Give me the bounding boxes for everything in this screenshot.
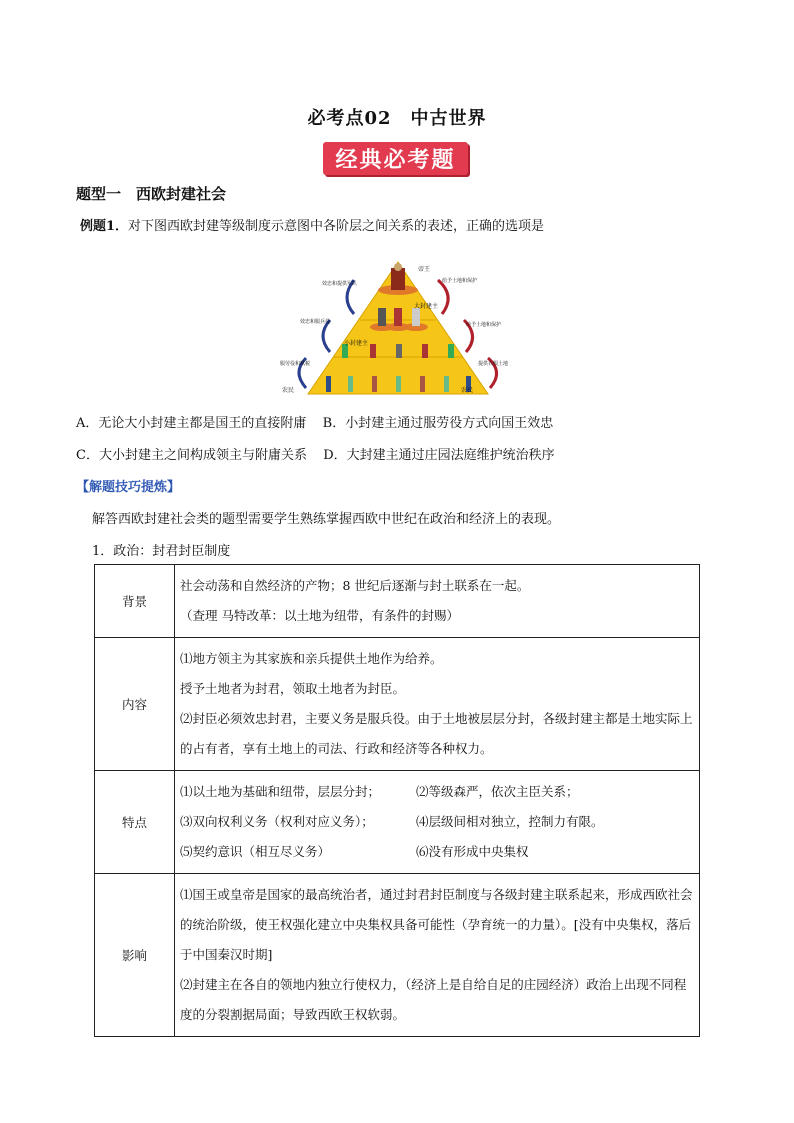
feature-pair [180,807,695,837]
row-label: 影响 [95,874,175,1037]
question-text: 对下图西欧封建等级制度示意图中各阶层之间关系的表述，正确的选项是 [128,219,545,234]
row-content [175,874,700,1037]
feudal-system-table [94,564,700,1037]
pyramid-right-note: 给予土地和保护 [442,278,478,284]
vassal-figure [448,344,454,358]
feature-item: ⑷层级间相对独立，控制力有限。 [416,814,604,829]
peasant-figure [420,376,425,392]
vassal-figure [422,344,428,358]
option-b[interactable]: B．小封建主通过服劳役方式向国王效忠 [322,416,554,431]
table-row [95,874,700,1037]
table-row [95,771,700,874]
row-line: ⑴国王或皇帝是国家的最高统治者，通过封君封臣制度与各级封建主联系起来，形成西欧社会的统治阶级，使王权强化建立中央集权具备可能性（孕育统一的力量）。[没有中央集权，落后于中国秦汉时期] [180,887,693,962]
vassal-figure [370,344,376,358]
feature-item: ⑸契约意识（相互尽义务） [180,844,331,859]
pyramid-level-label: 小封建主 [344,340,369,347]
feature-item: ⑴以土地为基础和纽带，层层分封； [180,784,381,799]
question-stem [80,215,544,234]
pyramid-left-note: 效忠和服兵役 [300,319,331,325]
peasant-figure [372,376,377,392]
row-line: ⑴地方领主为其家族和亲兵提供土地作为给养。 [180,651,443,666]
peasant-figure [396,376,401,392]
row-line: ⑵封臣必须效忠封君，主要义务是服兵役。由于土地被层层分封，各级封建主都是土地实际上的占有者，享有土地上的司法、行政和经济等各种权力。 [180,711,693,756]
option-a[interactable]: A．无论大小封建主都是国王的直接附庸 [76,416,307,431]
peasant-figure [348,376,353,392]
row-content [175,771,700,874]
feature-pair [180,777,695,807]
politics-subheading: 1．政治：封君封臣制度 [92,544,231,559]
question-label: 例题1． [80,219,129,234]
banner-classic-questions: 经典必考题 [323,142,468,175]
feature-item: ⑵等级森严，依次主臣关系； [416,784,579,799]
row-line: 社会动荡和自然经济的产物；8 世纪后逐渐与封土联系在一起。 [180,578,530,593]
page-title: 必考点02 中古世界 [307,108,487,129]
table-row [95,565,700,638]
row-content [175,638,700,771]
row-label: 内容 [95,638,175,771]
feudal-hierarchy-pyramid [278,260,518,396]
pyramid-level-label: 大封建主 [414,303,439,310]
lord-figure [394,308,402,326]
lord-figure [378,308,386,326]
row-line: 授予土地者为封君，领取土地者为封臣。 [180,681,406,696]
pyramid-left-note: 效忠和提供军队 [322,281,358,287]
pyramid-level-label: 帝王 [418,266,431,273]
feature-item: ⑹没有形成中央集权 [416,844,529,859]
option-c[interactable]: C．大小封建主之间构成领主与附庸关系 [76,448,307,463]
row-line: （查理 马特改革：以土地为纽带，有条件的封赐） [180,608,459,623]
table-row [95,638,700,771]
row-line: ⑵封建主在各自的领地内独立行使权力，（经济上是自给自足的庄园经济）政治上出现不同程度的分裂割据局面；导致西欧王权软弱。 [180,977,687,1022]
peasant-figure [444,376,449,392]
pyramid-left-note: 服劳役和赋税 [280,361,311,367]
feature-pair [180,837,695,867]
pyramid-level-label: 农民 [461,387,474,394]
row-content [175,565,700,638]
king-figure [391,268,405,290]
king-head [394,263,402,271]
feature-item: ⑶双向权利义务（权利对应义务）； [180,814,374,829]
pyramid-level-label: 农民 [282,387,295,394]
options-row-1 [76,412,553,431]
options-row-2 [76,444,555,463]
lord-figure [412,308,420,326]
peasant-figure [326,376,331,392]
vassal-figure [396,344,402,358]
row-label: 背景 [95,565,175,638]
option-d[interactable]: D．大封建主通过庄园法庭维护统治秩序 [323,448,555,463]
row-label: 特点 [95,771,175,874]
tips-heading: 【解题技巧提炼】 [76,480,181,495]
tips-paragraph: 解答西欧封建社会类的题型需要学生熟练掌握西欧中世纪在政治和经济上的表现。 [92,512,561,527]
pyramid-right-note: 给予土地和保护 [466,322,502,328]
right-arrow [438,280,448,314]
pyramid-right-note: 提供衣服土地 [478,361,509,367]
section-heading: 题型一 西欧封建社会 [76,185,227,203]
